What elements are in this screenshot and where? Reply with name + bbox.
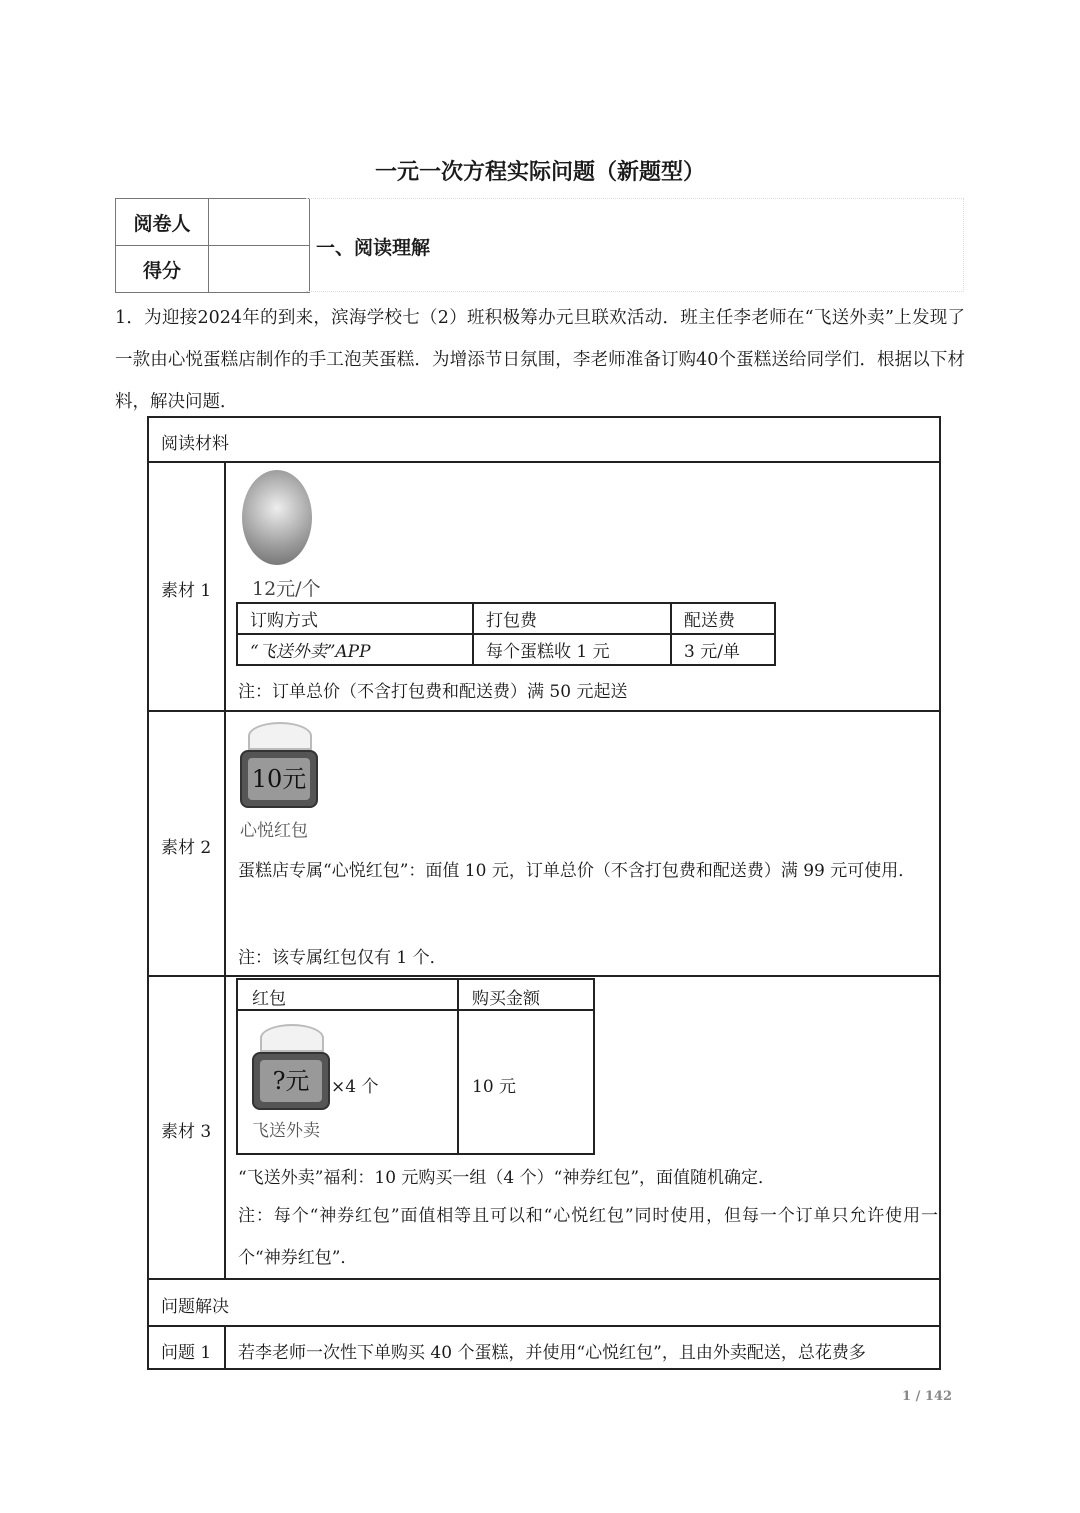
material-3-text: “飞送外卖”福利：10 元购买一组（4 个）“神券红包”，面值随机确定．: [238, 1168, 776, 1188]
score-label: 得分: [116, 246, 209, 293]
page-number: 1 / 142: [902, 1389, 952, 1404]
material-3-label: 素材 3: [161, 1122, 212, 1142]
section-heading-box: [306, 198, 964, 292]
cell-delivery-fee: 3 元/单: [671, 634, 775, 665]
cell-packing-fee: 每个蛋糕收 1 元: [473, 634, 671, 665]
question-text: 1．为迎接2024年的到来，滨海学校七（2）班积极筹办元旦联欢活动．班主任李老师在“飞送外卖”上发现了一款由心悦蛋糕店制作的手工泡芙蛋糕．为增添节日氛围，李老师准备订购40个蛋糕送给同学们．根据以下材料，解决问题．: [115, 308, 965, 412]
coupon-count: ×4 个: [331, 1077, 379, 1097]
coupon-icon: [252, 1024, 330, 1110]
red-packet-value: 10元: [248, 758, 310, 800]
material-2-note: 注：该专属红包仅有 1 个．: [238, 948, 447, 968]
material-1-note: 注：订单总价（不含打包费和配送费）满 50 元起送: [238, 682, 628, 702]
red-packet-caption: 心悦红包: [240, 821, 308, 841]
score-field: [209, 246, 310, 293]
price-label: 12元/个: [252, 578, 321, 600]
red-packet-icon: [240, 722, 318, 808]
question-1-text: 若李老师一次性下单购买 40 个蛋糕，并使用“心悦红包”，且由外卖配送，总花费多: [238, 1343, 866, 1363]
material-1-label: 素材 1: [161, 581, 212, 601]
col-packing-fee: 打包费: [473, 603, 671, 634]
cell-order-method: “飞送外卖”APP: [237, 634, 473, 665]
question-1-label: 问题 1: [161, 1343, 212, 1363]
col-delivery-fee: 配送费: [671, 603, 775, 634]
order-table: [236, 602, 776, 666]
coupon-caption: 飞送外卖: [252, 1121, 320, 1141]
material-2-text: 蛋糕店专属“心悦红包”：面值 10 元，订单总价（不含打包费和配送费）满 99 元可使用．: [238, 861, 916, 881]
col-red-packet: 红包: [252, 989, 286, 1009]
score-table: [115, 198, 310, 293]
coupon-value: ?元: [260, 1060, 322, 1102]
reviewer-label: 阅卷人: [116, 199, 209, 246]
material-2-label: 素材 2: [161, 838, 212, 858]
material-3-note: 注：每个“神券红包”面值相等且可以和“心悦红包”同时使用，但每一个订单只允许使用一个“神券红包”．: [238, 1206, 938, 1268]
solve-header: 问题解决: [161, 1297, 229, 1317]
coupon-amount: 10 元: [472, 1077, 517, 1097]
table-header: 阅读材料: [161, 434, 229, 454]
col-order-method: 订购方式: [237, 603, 473, 634]
col-amount: 购买金额: [472, 989, 540, 1009]
cream-puff-image: [242, 470, 312, 565]
section-heading: 一、阅读理解: [316, 237, 431, 259]
reviewer-field: [209, 199, 310, 246]
page-title: 一元一次方程实际问题（新题型）: [374, 160, 705, 185]
